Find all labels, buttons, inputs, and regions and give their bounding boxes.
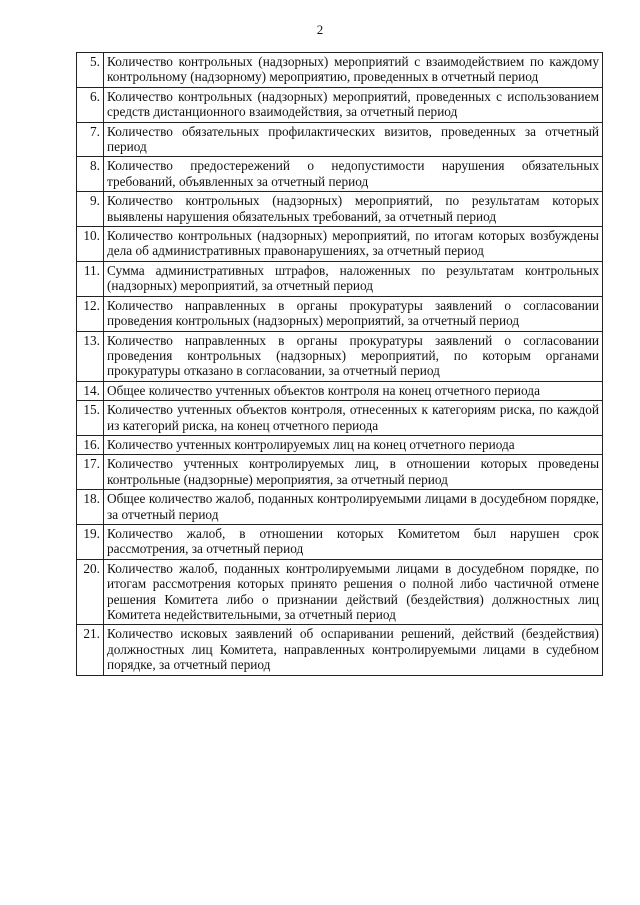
row-number: 11.	[77, 261, 104, 296]
row-number: 21.	[77, 625, 104, 675]
row-indicator-text: Количество направленных в органы прокуратуры заявлений о согласовании проведения контрольных (надзорных) мероприятий, за отчетный период	[104, 296, 603, 331]
row-indicator-text: Количество учтенных объектов контроля, отнесенных к категориям риска, по каждой из категорий риска, на конец отчетного периода	[104, 401, 603, 436]
row-number: 20.	[77, 559, 104, 625]
row-indicator-text: Сумма административных штрафов, наложенных по результатам контрольных (надзорных) мероприятий, за отчетный период	[104, 261, 603, 296]
row-indicator-text: Количество обязательных профилактических визитов, проведенных за отчетный период	[104, 122, 603, 157]
row-number: 15.	[77, 401, 104, 436]
indicators-table-body	[77, 53, 603, 676]
row-indicator-text: Количество жалоб, поданных контролируемыми лицами в досудебном порядке, по итогам рассмотрения которых принято решения о полной либо частичной отмене решения Комитета либо о признании действий (бездействия) должностных лиц Комитета недействительными, за отчетный период	[104, 559, 603, 625]
row-number: 8.	[77, 157, 104, 192]
row-number: 13.	[77, 331, 104, 381]
row-indicator-text: Количество учтенных контролируемых лиц, в отношении которых проведены контрольные (надзорные) мероприятия, за отчетный период	[104, 455, 603, 490]
row-indicator-text: Количество предостережений о недопустимости нарушения обязательных требований, объявленных за отчетный период	[104, 157, 603, 192]
indicators-table	[76, 52, 603, 676]
table-row	[77, 524, 603, 559]
row-number: 6.	[77, 87, 104, 122]
table-row	[77, 625, 603, 675]
row-indicator-text: Количество контрольных (надзорных) мероприятий, по результатам которых выявлены нарушения обязательных требований, за отчетный период	[104, 192, 603, 227]
row-number: 18.	[77, 490, 104, 525]
row-indicator-text: Количество контрольных (надзорных) мероприятий с взаимодействием по каждому контрольному (надзорному) мероприятию, проведенных в отчетный период	[104, 53, 603, 88]
table-row	[77, 401, 603, 436]
row-number: 17.	[77, 455, 104, 490]
table-row	[77, 122, 603, 157]
row-number: 5.	[77, 53, 104, 88]
table-row	[77, 331, 603, 381]
page-number: 2	[316, 22, 324, 37]
table-row	[77, 227, 603, 262]
row-indicator-text: Количество жалоб, в отношении которых Комитетом был нарушен срок рассмотрения, за отчетный период	[104, 524, 603, 559]
row-number: 9.	[77, 192, 104, 227]
row-indicator-text: Общее количество жалоб, поданных контролируемыми лицами в досудебном порядке, за отчетный период	[104, 490, 603, 525]
row-indicator-text: Количество контрольных (надзорных) мероприятий, по итогам которых возбуждены дела об административных правонарушениях, за отчетный период	[104, 227, 603, 262]
row-indicator-text: Количество направленных в органы прокуратуры заявлений о согласовании проведения контрольных (надзорных) мероприятий, по которым органами прокуратуры отказано в согласовании, за отчетный период	[104, 331, 603, 381]
table-row	[77, 559, 603, 625]
row-number: 12.	[77, 296, 104, 331]
row-indicator-text: Общее количество учтенных объектов контроля на конец отчетного периода	[104, 381, 603, 400]
table-row	[77, 435, 603, 454]
row-number: 14.	[77, 381, 104, 400]
table-row	[77, 455, 603, 490]
table-row	[77, 192, 603, 227]
row-indicator-text: Количество контрольных (надзорных) мероприятий, проведенных с использованием средств дистанционного взаимодействия, за отчетный период	[104, 87, 603, 122]
table-row	[77, 261, 603, 296]
table-row	[77, 296, 603, 331]
table-row	[77, 87, 603, 122]
table-row	[77, 157, 603, 192]
row-number: 7.	[77, 122, 104, 157]
table-row	[77, 381, 603, 400]
row-indicator-text: Количество учтенных контролируемых лиц на конец отчетного периода	[104, 435, 603, 454]
row-number: 16.	[77, 435, 104, 454]
table-row	[77, 53, 603, 88]
table-row	[77, 490, 603, 525]
row-number: 19.	[77, 524, 104, 559]
row-number: 10.	[77, 227, 104, 262]
row-indicator-text: Количество исковых заявлений об оспаривании решений, действий (бездействия) должностных лиц Комитета, направленных контролируемыми лицами в судебном порядке, за отчетный период	[104, 625, 603, 675]
